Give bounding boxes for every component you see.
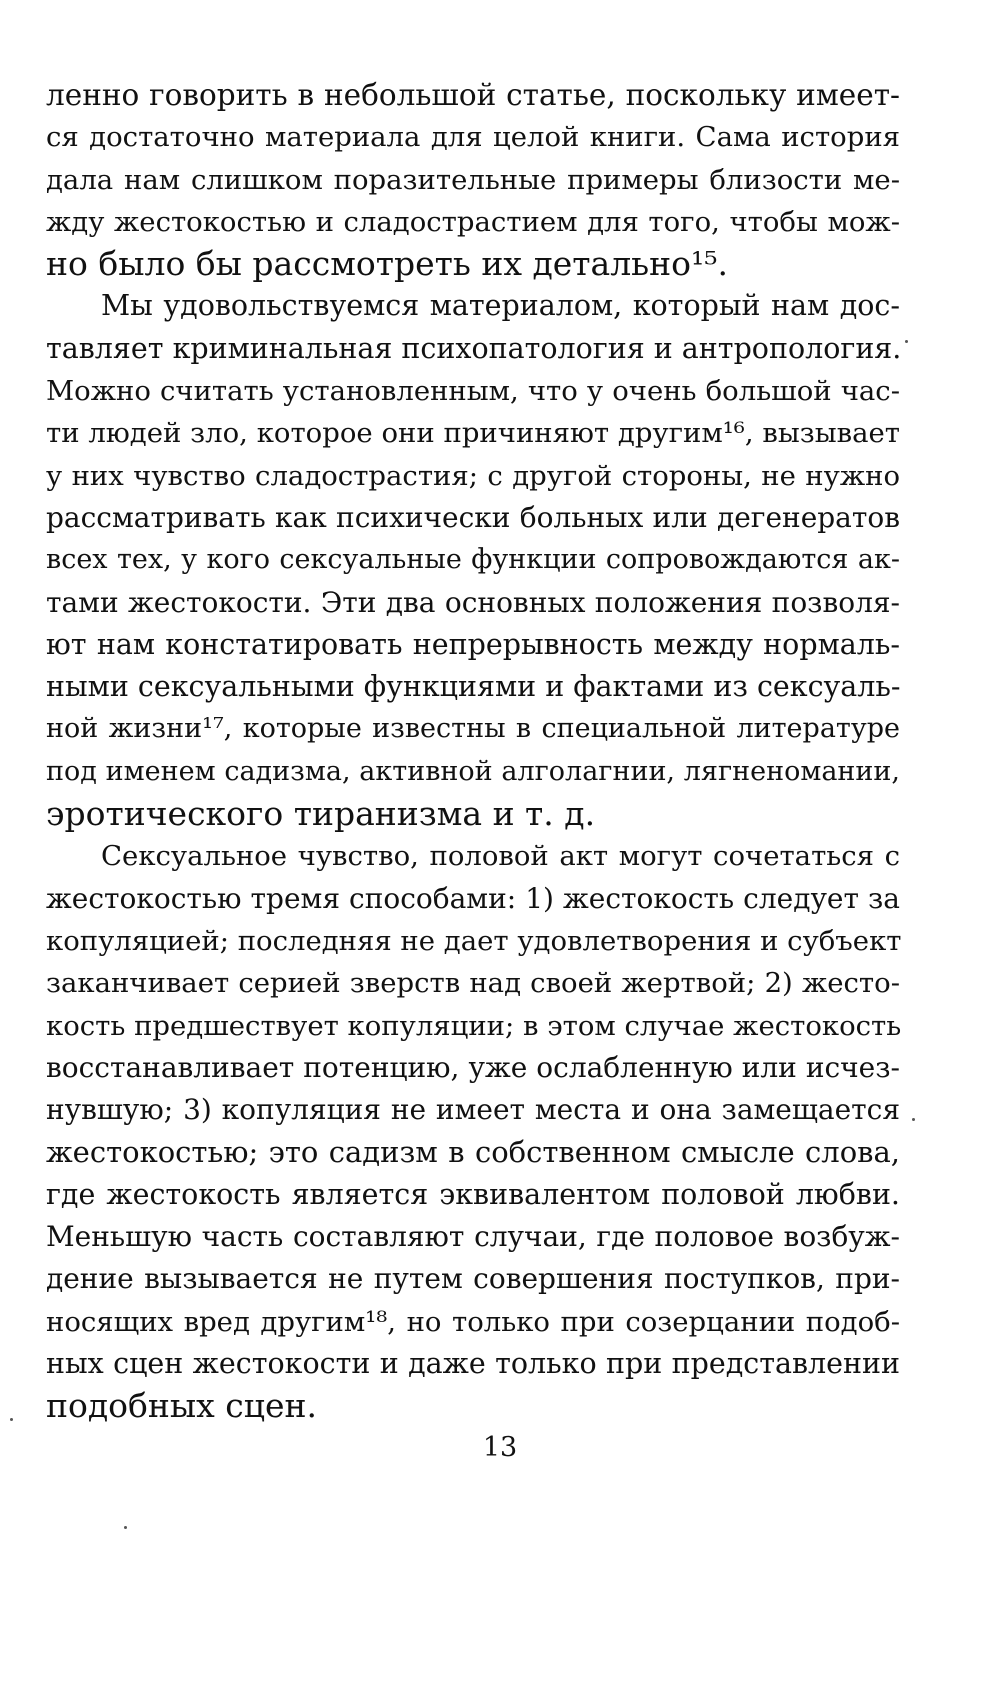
text-line: дение вызывается не путем совершения поступков, при- bbox=[46, 1262, 900, 1296]
text-line: Сексуальное чувство, половой акт могут сочетаться с bbox=[101, 840, 900, 873]
page-number: 13 bbox=[482, 1432, 518, 1463]
print-speck bbox=[905, 340, 908, 343]
text-line: ся достаточно материала для целой книги. Сама история bbox=[46, 121, 900, 154]
text-line: у них чувство сладострастия; с другой стороны, не нужно bbox=[46, 459, 900, 492]
text-line: заканчивает серией зверств над своей жертвой; 2) жесто- bbox=[46, 967, 900, 1000]
text-line: всех тех, у кого сексуальные функции сопровождаются ак- bbox=[46, 544, 900, 576]
body-text bbox=[46, 74, 900, 1428]
text-line: жестокостью; это садизм в собственном смысле слова, bbox=[46, 1135, 900, 1170]
text-line: под именем садизма, активной алголагнии, лягненомании, bbox=[46, 755, 900, 787]
text-line: кость предшествует копуляции; в этом случае жестокость bbox=[46, 1009, 902, 1042]
text-line: восстанавливает потенцию, уже ослабленную или исчез- bbox=[46, 1050, 900, 1084]
text-line: Меньшую часть составляют случаи, где половое возбуж- bbox=[46, 1220, 900, 1254]
text-line: жестокостью тремя способами: 1) жестокость следует за bbox=[46, 881, 900, 915]
print-speck bbox=[124, 1526, 127, 1529]
text-line: Можно считать установленным, что у очень большой час- bbox=[46, 375, 900, 408]
text-line: где жестокость является эквивалентом половой любви. bbox=[46, 1177, 900, 1211]
text-line: ленно говорить в небольшой статье, поскольку имеет- bbox=[46, 78, 900, 112]
text-line: ют нам констатировать непрерывность между нормаль- bbox=[46, 627, 900, 661]
text-line: ными сексуальными функциями и фактами из сексуаль- bbox=[46, 670, 901, 704]
text-line: рассматривать как психически больных или дегенератов bbox=[46, 500, 900, 534]
text-line: дала нам слишком поразительные примеры близости ме- bbox=[46, 163, 900, 196]
text-line: Мы удовольствуемся материалом, который нам дос- bbox=[101, 289, 900, 323]
text-line: тами жестокости. Эти два основных положения позволя- bbox=[46, 585, 900, 619]
text-line: эротического тиранизма и т. д. bbox=[46, 794, 596, 834]
text-line: тавляет криминальная психопатология и антропология. bbox=[46, 331, 902, 365]
text-line: ной жизни¹⁷, которые известны в специальной литературе bbox=[46, 713, 900, 745]
text-line: копуляцией; последняя не дает удовлетворения и субъект bbox=[46, 924, 902, 957]
text-line: ти людей зло, которое они причиняют другим¹⁶, вызывает bbox=[46, 417, 900, 450]
print-speck bbox=[10, 1418, 13, 1421]
text-line: жду жестокостью и сладострастием для того, чтобы мож- bbox=[46, 205, 900, 238]
text-line: ных сцен жестокости и даже только при представлении bbox=[46, 1346, 900, 1380]
print-speck bbox=[912, 1118, 915, 1121]
text-line: но было бы рассмотреть их детально¹⁵. bbox=[46, 244, 728, 284]
text-line: подобных сцен. bbox=[46, 1386, 317, 1426]
text-line: нувшую; 3) копуляция не имеет места и она замещается bbox=[46, 1093, 900, 1127]
text-line: носящих вред другим¹⁸, но только при созерцании подоб- bbox=[46, 1305, 900, 1338]
